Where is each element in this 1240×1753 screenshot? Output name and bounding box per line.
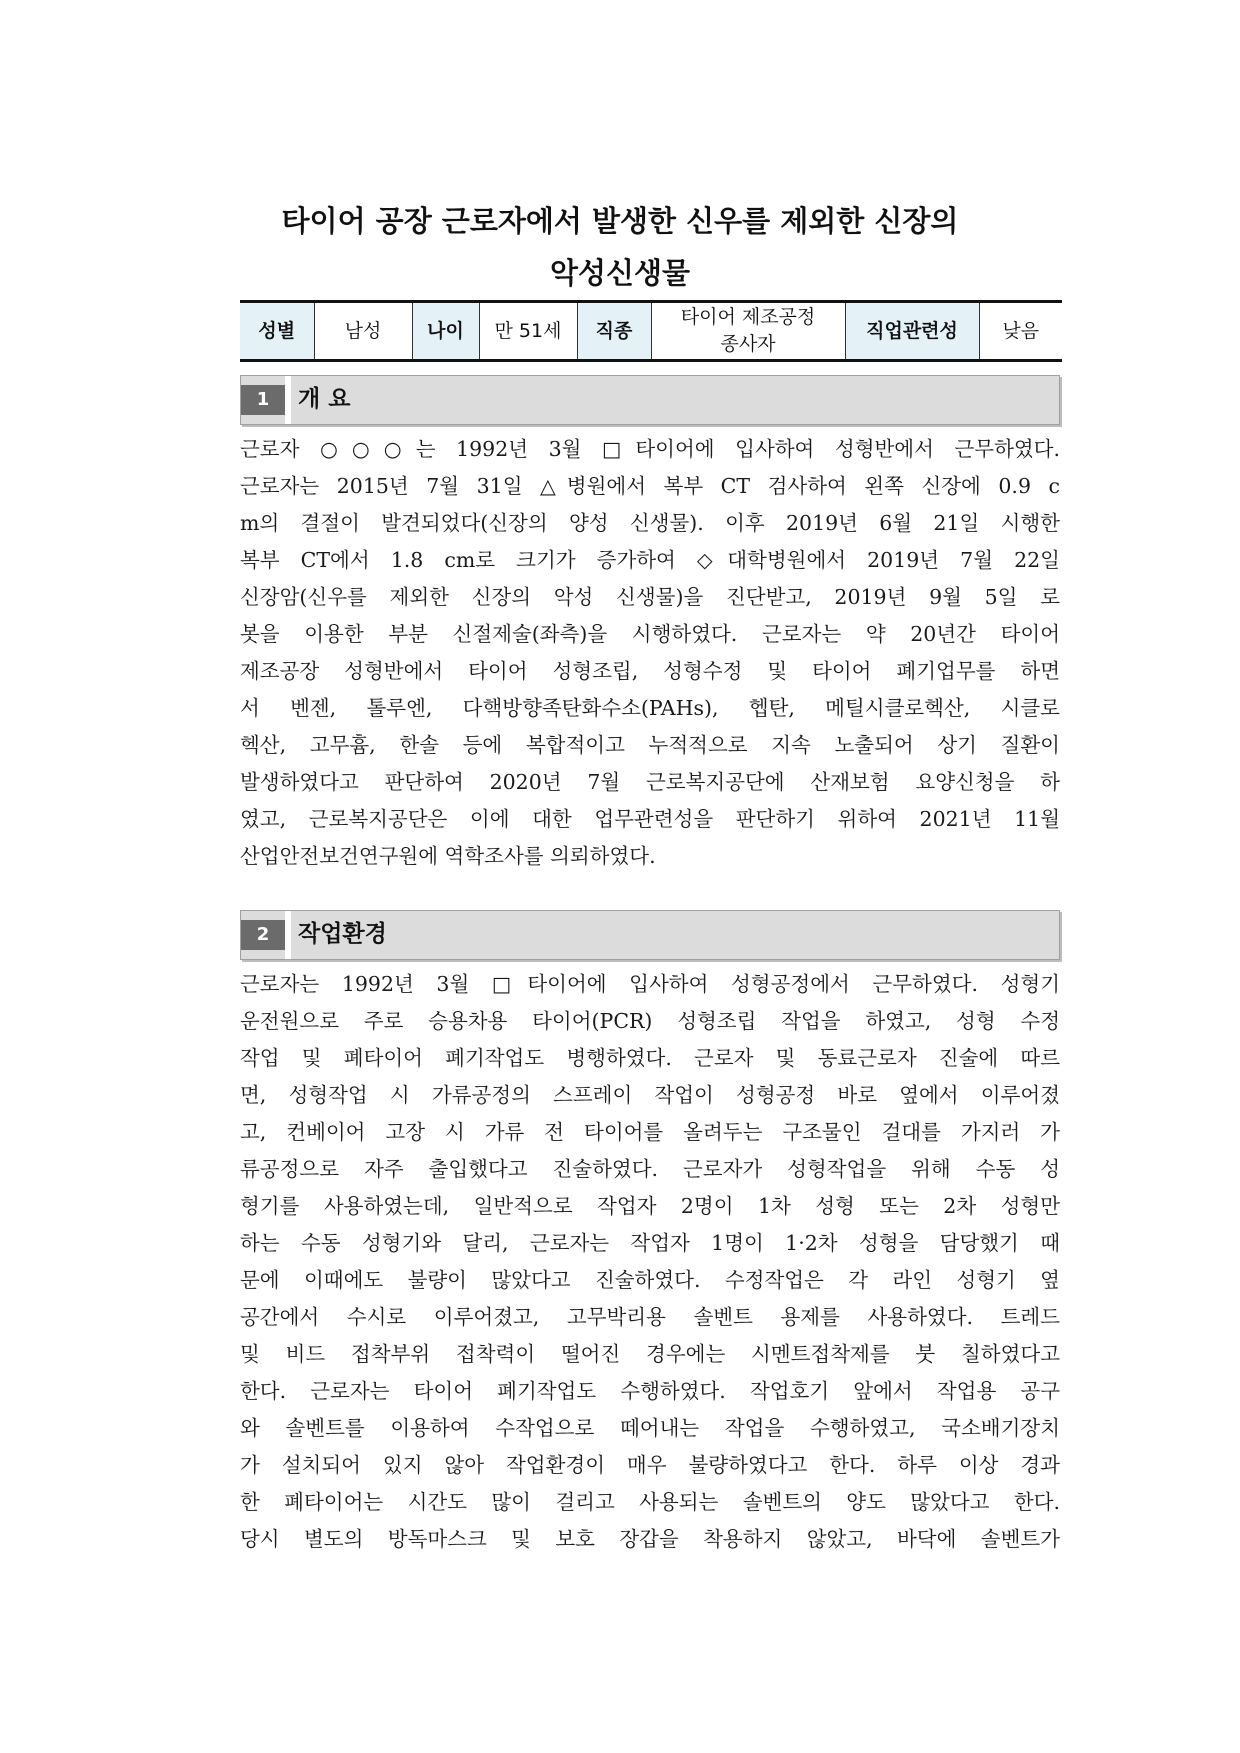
section-header-work-environment xyxy=(240,910,1060,960)
body-line: 문에 이때에도 불량이 많았다고 진술하였다. 수정작업은 각 라인 성형기 옆 xyxy=(240,1268,1060,1292)
body-line: 제조공장 성형반에서 타이어 성형조립, 성형수정 및 타이어 폐기업무를 하면 xyxy=(240,659,1060,683)
job-label: 직종 xyxy=(577,302,651,361)
body-line: 류공정으로 자주 출입했다고 진술하였다. 근로자가 성형작업을 위해 수동 성 xyxy=(240,1157,1060,1181)
body-line: 형기를 사용하였는데, 일반적으로 작업자 2명이 1차 성형 또는 2차 성형만 xyxy=(240,1194,1060,1218)
body-line: 작업 및 폐타이어 폐기작업도 병행하였다. 근로자 및 동료근로자 진술에 따르 xyxy=(240,1046,1060,1070)
sex-label: 성별 xyxy=(240,302,314,361)
body-line: 서 벤젠, 톨루엔, 다핵방향족탄화수소(PAHs), 헵탄, 메틸시클로헥산, 시클로 xyxy=(240,696,1060,720)
section-number-badge: 2 xyxy=(241,920,285,950)
body-line: 봇을 이용한 부분 신절제술(좌측)을 시행하였다. 근로자는 약 20년간 타이어 xyxy=(240,622,1060,646)
body-line: 하는 수동 성형기와 달리, 근로자는 작업자 1명이 1·2차 성형을 담당했기 때 xyxy=(240,1231,1060,1255)
section-header-overview xyxy=(240,375,1060,425)
body-line: 근로자 ○○○는 1992년 3월 □타이어에 입사하여 성형반에서 근무하였다. xyxy=(240,437,1060,461)
case-info-row xyxy=(240,302,1062,361)
body-line: 당시 별도의 방독마스크 및 보호 장갑을 착용하지 않았고, 바닥에 솔벤트가 xyxy=(240,1527,1060,1551)
title-line-1: 타이어 공장 근로자에서 발생한 신우를 제외한 신장의 xyxy=(281,204,959,238)
sex-value: 남성 xyxy=(314,302,412,361)
section-body-overview xyxy=(240,431,1060,875)
body-line: 복부 CT에서 1.8 cm로 크기가 증가하여 ◇대학병원에서 2019년 7월 22일 xyxy=(240,548,1060,572)
job-value-line-1: 타이어 제조공정 xyxy=(680,306,816,328)
section-title: 작업환경 xyxy=(298,921,387,947)
body-line: 한다. 근로자는 타이어 폐기작업도 수행하였다. 작업호기 앞에서 작업용 공구 xyxy=(240,1379,1060,1403)
body-line: 헥산, 고무흄, 한솔 등에 복합적이고 누적적으로 지속 노출되어 상기 질환이 xyxy=(240,733,1060,757)
age-label: 나이 xyxy=(412,302,479,361)
body-line: 면, 성형작업 시 가류공정의 스프레이 작업이 성형공정 바로 옆에서 이루어졌 xyxy=(240,1083,1060,1107)
body-line: 와 솔벤트를 이용하여 수작업으로 떼어내는 작업을 수행하였고, 국소배기장치 xyxy=(240,1416,1060,1440)
body-line: 발생하였다고 판단하여 2020년 7월 근로복지공단에 산재보험 요양신청을 하 xyxy=(240,770,1060,794)
body-line: 였고, 근로복지공단은 이에 대한 업무관련성을 판단하기 위하여 2021년 11월 xyxy=(240,807,1060,831)
job-value xyxy=(651,302,845,361)
body-line: m의 결절이 발견되었다(신장의 양성 신생물). 이후 2019년 6월 21일 시행한 xyxy=(240,511,1060,535)
document-title xyxy=(200,195,1040,299)
body-line: 공간에서 수시로 이루어졌고, 고무박리용 솔벤트 용제를 사용하였다. 트레드 xyxy=(240,1305,1060,1329)
body-line: 산업안전보건연구원에 역학조사를 의뢰하였다. xyxy=(240,844,656,868)
body-line: 및 비드 접착부위 접착력이 떨어진 경우에는 시멘트접착제를 붓 칠하였다고 xyxy=(240,1342,1060,1366)
body-line: 한 폐타이어는 시간도 많이 걸리고 사용되는 솔벤트의 양도 많았다고 한다. xyxy=(240,1490,1060,1514)
section-number-badge: 1 xyxy=(241,385,285,415)
relevance-value: 낮음 xyxy=(979,302,1062,361)
section-body-work-environment xyxy=(240,966,1060,1558)
case-info-table xyxy=(240,300,1062,362)
job-value-line-2: 종사자 xyxy=(720,333,776,355)
body-line: 운전원으로 주로 승용차용 타이어(PCR) 성형조립 작업을 하였고, 성형 수정 xyxy=(240,1009,1060,1033)
body-line: 근로자는 2015년 7월 31일 △병원에서 복부 CT 검사하여 왼쪽 신장에 0.9 c xyxy=(240,474,1060,498)
body-line: 가 설치되어 있지 않아 작업환경이 매우 불량하였다고 한다. 하루 이상 경과 xyxy=(240,1453,1060,1477)
section-title: 개 요 xyxy=(298,386,351,412)
body-line: 근로자는 1992년 3월 □타이어에 입사하여 성형공정에서 근무하였다. 성형기 xyxy=(240,972,1060,996)
relevance-label: 직업관련성 xyxy=(845,302,979,361)
body-line: 신장암(신우를 제외한 신장의 악성 신생물)을 진단받고, 2019년 9월 5일 로 xyxy=(240,585,1060,609)
age-value: 만 51세 xyxy=(479,302,577,361)
title-line-2: 악성신생물 xyxy=(549,256,691,290)
body-line: 고, 컨베이어 고장 시 가류 전 타이어를 올려두는 구조물인 걸대를 가지러 가 xyxy=(240,1120,1060,1144)
